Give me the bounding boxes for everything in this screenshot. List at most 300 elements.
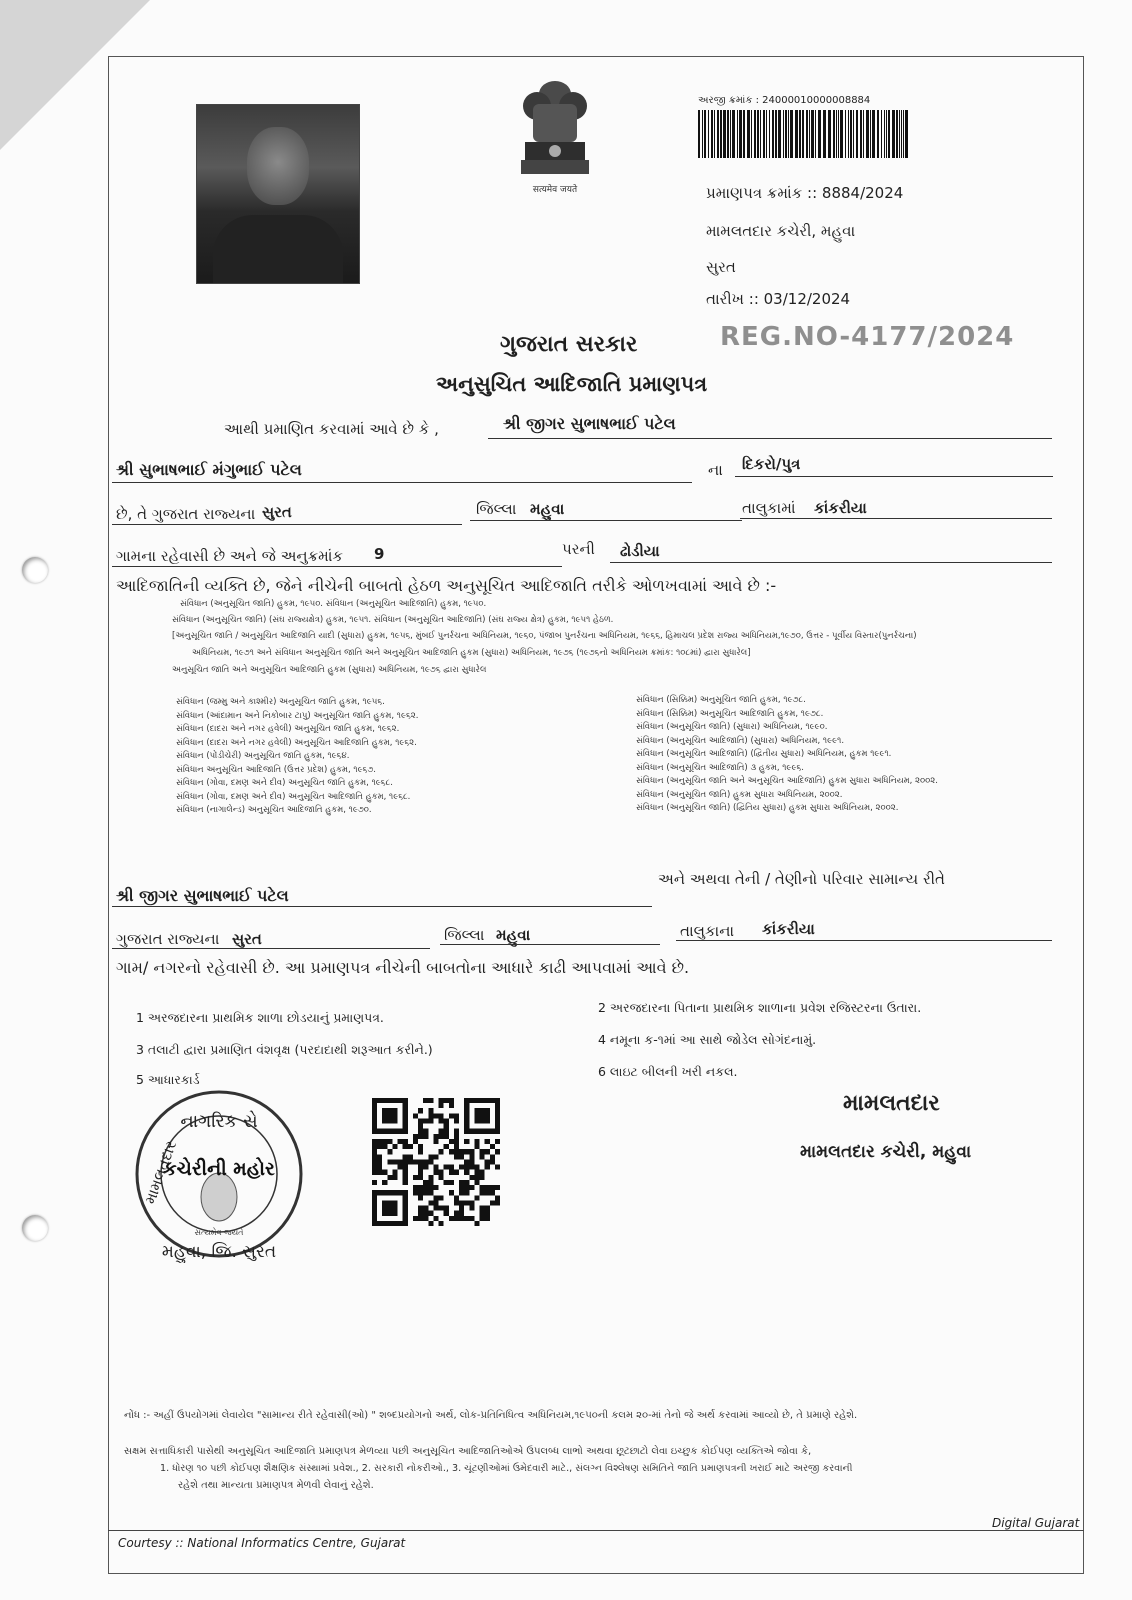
underline bbox=[112, 906, 652, 907]
seal-center-text: કચેરીની મહોર bbox=[163, 1158, 275, 1180]
relation: દિકરો/પુત્ર bbox=[742, 455, 801, 473]
qr-module bbox=[372, 1159, 377, 1164]
barcode-bar bbox=[766, 110, 767, 158]
qr-module bbox=[418, 1134, 423, 1139]
barcode-bar bbox=[727, 110, 729, 158]
qr-module bbox=[444, 1134, 449, 1139]
qr-module bbox=[398, 1139, 403, 1144]
qr-module bbox=[485, 1139, 490, 1144]
qr-module bbox=[439, 1103, 444, 1108]
qr-module bbox=[423, 1190, 428, 1195]
barcode-bar bbox=[828, 110, 831, 158]
barcode-bar bbox=[802, 110, 804, 158]
barcode-bar bbox=[754, 110, 756, 158]
qr-module bbox=[382, 1190, 387, 1195]
orders-right-column bbox=[636, 694, 938, 816]
talukana-text: તાલુકાના bbox=[680, 922, 735, 940]
barcode-bar bbox=[833, 110, 835, 158]
qr-module bbox=[428, 1180, 433, 1185]
qr-module bbox=[449, 1103, 454, 1108]
barcode-bar bbox=[723, 110, 726, 158]
barcode-bar bbox=[877, 110, 879, 158]
qr-module bbox=[403, 1211, 408, 1216]
qr-module bbox=[439, 1175, 444, 1180]
qr-module bbox=[418, 1185, 423, 1190]
qr-module bbox=[423, 1098, 428, 1103]
qr-module bbox=[398, 1098, 403, 1103]
issuing-district: સુરત bbox=[706, 258, 736, 276]
qr-module bbox=[413, 1134, 418, 1139]
qr-module bbox=[372, 1149, 377, 1154]
qr-module bbox=[428, 1185, 433, 1190]
qr-module bbox=[418, 1211, 423, 1216]
state-text-2: ગુજરાત રાજ્યના bbox=[116, 930, 220, 948]
document-item-5: 5 આધારકાર્ડ bbox=[136, 1072, 200, 1087]
qr-module bbox=[490, 1154, 495, 1159]
qr-module bbox=[459, 1185, 464, 1190]
qr-module bbox=[423, 1165, 428, 1170]
qr-module bbox=[372, 1211, 377, 1216]
footnote-2: સક્ષમ સત્તાધિકારી પાસેથી અનુસૂચિત આદિજાતિ પ્રમાણપત્ર મેળવ્યા પછી અનુસૂચિત આદિજાતિઓએ ઉપલબ્ધ લાભો અથવા છૂટછાટો લેવા ઇચ્છુક કોઈપણ વ્યક્તિએ જોવા કે, bbox=[124, 1446, 812, 1457]
qr-module bbox=[413, 1175, 418, 1180]
qr-module bbox=[454, 1154, 459, 1159]
order-left-item: સંવિધાન (ગોવા, દમણ અને દીવ) અનુસૂચિત જાતિ હુકમ, ૧૯૬૮. bbox=[176, 778, 393, 788]
qr-module bbox=[428, 1118, 433, 1123]
order-right-item: સંવિધાન (અનુસૂચિત જાતિ) હુકમ સુધારા અધિનિયમ, ૨૦૦૨. bbox=[636, 789, 843, 800]
qr-module bbox=[398, 1159, 403, 1164]
signatory-office: મામલતદાર કચેરી, મહુવા bbox=[800, 1142, 972, 1162]
qr-module bbox=[382, 1200, 387, 1205]
barcode-bar bbox=[760, 110, 761, 158]
qr-module bbox=[418, 1144, 423, 1149]
qr-module bbox=[480, 1154, 485, 1159]
qr-module bbox=[474, 1098, 479, 1103]
order-left-item: સંવિધાન (ગોવા, દમણ અને દીવ) અનુસૂચિત આદિજાતિ હુકમ, ૧૯૬૮. bbox=[176, 791, 411, 802]
qr-module bbox=[444, 1165, 449, 1170]
national-emblem-icon bbox=[515, 76, 595, 181]
qr-module bbox=[439, 1134, 444, 1139]
qr-module bbox=[372, 1129, 377, 1134]
qr-module bbox=[382, 1221, 387, 1226]
qr-module bbox=[490, 1129, 495, 1134]
qr-module bbox=[449, 1190, 454, 1195]
qr-module bbox=[474, 1113, 479, 1118]
basis-text: ગામ/ નગરનો રહેવાસી છે. આ પ્રમાણપત્ર નીચેની બાબતોના આધારે કાઢી આપવામાં આવે છે. bbox=[116, 958, 690, 977]
order-line-top-4: અધિનિયમ, ૧૯૭૧ અને સંવિધાન અનુસૂચિત જાતિ અને અનુસૂચિત આદિજાતિ હુકમ (સુધારા) અધિનિયમ, ૧૯૭૬ (૧૯૭૬નો અધિનિયમ ક્રમાંક: ૧૦૮માં) દ્વારા સુધારેલ] bbox=[192, 648, 751, 658]
qr-module bbox=[480, 1211, 485, 1216]
qr-module bbox=[382, 1144, 387, 1149]
qr-module bbox=[454, 1139, 459, 1144]
barcode-bar bbox=[790, 110, 793, 158]
qr-module bbox=[372, 1103, 377, 1108]
qr-module bbox=[469, 1165, 474, 1170]
qr-module bbox=[495, 1195, 500, 1200]
barcode-icon bbox=[698, 110, 910, 158]
qr-module bbox=[485, 1211, 490, 1216]
qr-module bbox=[372, 1098, 377, 1103]
qr-module bbox=[464, 1185, 469, 1190]
barcode-bar bbox=[860, 110, 862, 158]
qr-module bbox=[474, 1221, 479, 1226]
qr-module bbox=[474, 1129, 479, 1134]
application-number: અરજી ક્રમાંક : 24000010000008884 bbox=[698, 95, 871, 106]
qr-module bbox=[464, 1113, 469, 1118]
barcode-bar bbox=[881, 110, 882, 158]
qr-module bbox=[444, 1206, 449, 1211]
qr-module bbox=[408, 1144, 413, 1149]
qr-module bbox=[495, 1129, 500, 1134]
qr-module bbox=[372, 1206, 377, 1211]
qr-module bbox=[418, 1216, 423, 1221]
barcode-bar bbox=[806, 110, 808, 158]
qr-module bbox=[454, 1170, 459, 1175]
qr-module bbox=[480, 1118, 485, 1123]
underline bbox=[440, 944, 660, 945]
qr-module bbox=[474, 1118, 479, 1123]
barcode-bar bbox=[872, 110, 875, 158]
barcode-bar bbox=[815, 110, 816, 158]
qr-module bbox=[444, 1129, 449, 1134]
qr-module bbox=[480, 1108, 485, 1113]
qr-module bbox=[485, 1190, 490, 1195]
underline bbox=[470, 520, 742, 521]
barcode-bar bbox=[788, 110, 789, 158]
qr-module bbox=[392, 1098, 397, 1103]
jilla-text: જિલ્લા bbox=[476, 500, 517, 518]
barcode-bar bbox=[884, 110, 885, 158]
punch-hole-top bbox=[22, 557, 48, 583]
qr-module bbox=[495, 1103, 500, 1108]
qr-module bbox=[480, 1170, 485, 1175]
qr-module bbox=[418, 1175, 423, 1180]
qr-module bbox=[495, 1149, 500, 1154]
order-left-item: સંવિધાન (પોંડીચેરી) અનુસૂચિત જાતિ હુકમ, ૧૯૬૪. bbox=[176, 751, 350, 761]
qr-module bbox=[439, 1118, 444, 1123]
barcode-bar bbox=[769, 110, 770, 158]
qr-module bbox=[387, 1200, 392, 1205]
barcode-bar bbox=[892, 110, 895, 158]
order-right-item: સંવિધાન (અનુસૂચિત જાતિ) (દ્વિતિય સુધારા) હુકમ સુધારા અધિનિયમ, ૨૦૦૨. bbox=[636, 803, 899, 813]
underline bbox=[610, 562, 1052, 563]
photo-face bbox=[247, 127, 309, 205]
qr-module bbox=[464, 1159, 469, 1164]
qr-module bbox=[387, 1129, 392, 1134]
qr-module bbox=[418, 1195, 423, 1200]
photo-body bbox=[213, 215, 343, 284]
state-district-2: સુરત bbox=[232, 930, 262, 948]
qr-module bbox=[403, 1165, 408, 1170]
qr-module bbox=[485, 1118, 490, 1123]
qr-module bbox=[464, 1200, 469, 1205]
qr-module bbox=[469, 1200, 474, 1205]
qr-module bbox=[495, 1185, 500, 1190]
qr-module bbox=[377, 1139, 382, 1144]
qr-module bbox=[403, 1195, 408, 1200]
qr-module bbox=[485, 1185, 490, 1190]
barcode-bar bbox=[743, 110, 745, 158]
footnote-4: રહેશે તથા માન્યતા પ્રમાણપત્ર મેળવી લેવાનું રહેશે. bbox=[178, 1480, 374, 1491]
qr-module bbox=[377, 1144, 382, 1149]
qr-module bbox=[387, 1149, 392, 1154]
barcode-bar bbox=[901, 110, 902, 158]
barcode-bar bbox=[714, 110, 715, 158]
qr-module bbox=[403, 1180, 408, 1185]
qr-module bbox=[449, 1180, 454, 1185]
qr-module bbox=[403, 1144, 408, 1149]
order-left-item: સંવિધાન (નાગાલેન્ડ) અનુસૂચિત આદિજાતિ હુકમ, ૧૯૭૦. bbox=[176, 805, 372, 815]
barcode-bar bbox=[903, 110, 904, 158]
qr-module bbox=[485, 1098, 490, 1103]
barcode-bar bbox=[848, 110, 849, 158]
qr-module bbox=[464, 1129, 469, 1134]
qr-module bbox=[464, 1165, 469, 1170]
qr-module bbox=[459, 1190, 464, 1195]
qr-module bbox=[428, 1159, 433, 1164]
qr-module bbox=[474, 1180, 479, 1185]
qr-module bbox=[382, 1206, 387, 1211]
barcode-bar bbox=[747, 110, 750, 158]
qr-module bbox=[387, 1098, 392, 1103]
qr-module bbox=[372, 1108, 377, 1113]
barcode-bar bbox=[870, 110, 871, 158]
qr-module bbox=[372, 1170, 377, 1175]
qr-module bbox=[485, 1113, 490, 1118]
qr-module bbox=[480, 1190, 485, 1195]
order-right-item: સંવિધાન (અનુસૂચિત આદિજાતિ) ૩ હુકમ, ૧૯૯૬. bbox=[636, 762, 804, 773]
qr-module bbox=[485, 1159, 490, 1164]
qr-module bbox=[392, 1159, 397, 1164]
qr-module bbox=[403, 1221, 408, 1226]
office-seal-icon bbox=[130, 1085, 308, 1263]
qr-module bbox=[377, 1221, 382, 1226]
barcode-bar bbox=[737, 110, 738, 158]
qr-module bbox=[403, 1139, 408, 1144]
certify-text: આથી પ્રમાણિત કરવામાં આવે છે કે , bbox=[224, 420, 439, 438]
qr-module bbox=[485, 1216, 490, 1221]
qr-module bbox=[372, 1221, 377, 1226]
document-item-6: 6 લાઇટ બીલની ખરી નકલ. bbox=[598, 1064, 738, 1079]
order-right-item: સંવિધાન (અનુસૂચિત જાતિ અને અનુસૂચિત આદિજાતિ) હુકમ સુધારા અધિનિયમ, ૨૦૦૨. bbox=[636, 776, 938, 786]
qr-module bbox=[372, 1180, 377, 1185]
courtesy-text: Courtesy :: National Informatics Centre, Gujarat bbox=[118, 1536, 406, 1550]
barcode-bar bbox=[853, 110, 854, 158]
order-line-top-5: અનુસૂચિત જાતિ અને અનુસૂચિત આદિજાતિ હુકમ (સુધારા) અધિનિયમ, ૧૯૭૬ દ્વારા સુધારેલ bbox=[172, 665, 487, 675]
qr-module bbox=[403, 1124, 408, 1129]
qr-module bbox=[490, 1190, 495, 1195]
qr-module bbox=[387, 1108, 392, 1113]
qr-code-icon bbox=[372, 1098, 500, 1226]
qr-module bbox=[433, 1139, 438, 1144]
signature: મામલતદાર bbox=[843, 1090, 940, 1116]
qr-module bbox=[403, 1113, 408, 1118]
qr-module bbox=[444, 1098, 449, 1103]
serial-number: 9 bbox=[374, 545, 385, 563]
talukama-text: તાલુકામાં bbox=[742, 499, 796, 517]
jilla-text-2: જિલ્લા bbox=[444, 926, 485, 944]
qr-module bbox=[387, 1118, 392, 1123]
qr-module bbox=[495, 1124, 500, 1129]
tribe-name: ઢોડીયા bbox=[620, 542, 660, 560]
qr-module bbox=[387, 1221, 392, 1226]
qr-module bbox=[392, 1108, 397, 1113]
barcode-bar bbox=[823, 110, 826, 158]
seal-bottom-text: મહુવા, જિ. સુરત bbox=[161, 1242, 277, 1262]
qr-module bbox=[495, 1113, 500, 1118]
digital-gujarat-text: Digital Gujarat bbox=[992, 1516, 1080, 1530]
barcode-bar bbox=[840, 110, 843, 158]
qr-module bbox=[377, 1165, 382, 1170]
qr-module bbox=[398, 1221, 403, 1226]
qr-module bbox=[444, 1118, 449, 1123]
qr-module bbox=[474, 1170, 479, 1175]
qr-module bbox=[403, 1129, 408, 1134]
qr-module bbox=[403, 1098, 408, 1103]
qr-module bbox=[372, 1124, 377, 1129]
qr-module bbox=[382, 1108, 387, 1113]
barcode-bar bbox=[702, 110, 703, 158]
qr-module bbox=[377, 1129, 382, 1134]
qr-module bbox=[480, 1206, 485, 1211]
qr-module bbox=[490, 1200, 495, 1205]
qr-module bbox=[439, 1113, 444, 1118]
qr-module bbox=[392, 1170, 397, 1175]
recognition-text: આદિજાતિની વ્યક્તિ છે, જેને નીચેની બાબતો હેઠળ અનુસૂચિત આદિજાતિ તરીકે ઓળખવામાં આવે છે :- bbox=[116, 576, 777, 595]
qr-module bbox=[413, 1216, 418, 1221]
qr-module bbox=[403, 1154, 408, 1159]
qr-module bbox=[464, 1170, 469, 1175]
qr-module bbox=[464, 1180, 469, 1185]
qr-module bbox=[449, 1165, 454, 1170]
qr-module bbox=[480, 1129, 485, 1134]
qr-module bbox=[413, 1113, 418, 1118]
qr-module bbox=[387, 1211, 392, 1216]
qr-module bbox=[428, 1098, 433, 1103]
qr-module bbox=[382, 1098, 387, 1103]
qr-module bbox=[387, 1190, 392, 1195]
barcode-bar bbox=[863, 110, 864, 158]
qr-module bbox=[480, 1098, 485, 1103]
footer-rule bbox=[108, 1530, 1084, 1531]
qr-module bbox=[392, 1144, 397, 1149]
qr-module bbox=[490, 1185, 495, 1190]
order-right-item: સંવિધાન (અનુસૂચિત જાતિ) (સુધારા) અધિનિયમ, ૧૯૯૦. bbox=[636, 722, 828, 732]
qr-module bbox=[398, 1129, 403, 1134]
qr-module bbox=[495, 1098, 500, 1103]
qr-module bbox=[444, 1124, 449, 1129]
qr-module bbox=[474, 1139, 479, 1144]
barcode-bar bbox=[720, 110, 722, 158]
qr-module bbox=[490, 1159, 495, 1164]
qr-module bbox=[449, 1170, 454, 1175]
qr-module bbox=[433, 1170, 438, 1175]
qr-module bbox=[454, 1200, 459, 1205]
qr-module bbox=[423, 1159, 428, 1164]
barcode-bar bbox=[711, 110, 713, 158]
barcode-bar bbox=[899, 110, 900, 158]
qr-module bbox=[392, 1206, 397, 1211]
qr-module bbox=[433, 1165, 438, 1170]
qr-module bbox=[372, 1165, 377, 1170]
qr-module bbox=[459, 1206, 464, 1211]
qr-module bbox=[413, 1159, 418, 1164]
qr-module bbox=[413, 1185, 418, 1190]
qr-module bbox=[418, 1108, 423, 1113]
qr-module bbox=[403, 1175, 408, 1180]
qr-module bbox=[377, 1098, 382, 1103]
qr-module bbox=[418, 1190, 423, 1195]
qr-module bbox=[469, 1185, 474, 1190]
barcode-bar bbox=[836, 110, 837, 158]
barcode-bar bbox=[818, 110, 821, 158]
qr-module bbox=[413, 1190, 418, 1195]
barcode-bar bbox=[775, 110, 777, 158]
qr-module bbox=[495, 1165, 500, 1170]
qr-module bbox=[464, 1149, 469, 1154]
barcode-bar bbox=[698, 110, 700, 158]
father-name: શ્રી સુભાષભાઈ મંગુભાઈ પટેલ bbox=[116, 460, 302, 479]
qr-module bbox=[403, 1206, 408, 1211]
qr-module bbox=[372, 1154, 377, 1159]
qr-module bbox=[372, 1216, 377, 1221]
village-name-2: કાંકરીયા bbox=[762, 920, 815, 938]
qr-module bbox=[464, 1103, 469, 1108]
barcode-bar bbox=[751, 110, 752, 158]
qr-module bbox=[469, 1149, 474, 1154]
qr-module bbox=[423, 1134, 428, 1139]
qr-module bbox=[423, 1185, 428, 1190]
qr-module bbox=[449, 1113, 454, 1118]
barcode-bar bbox=[717, 110, 719, 158]
qr-module bbox=[464, 1190, 469, 1195]
qr-module bbox=[387, 1175, 392, 1180]
document-item-1: 1 અરજદારના પ્રાથમિક શાળા છોડયાનું પ્રમાણપત્ર. bbox=[136, 1010, 384, 1025]
qr-module bbox=[454, 1195, 459, 1200]
underline bbox=[735, 476, 1053, 477]
qr-module bbox=[474, 1144, 479, 1149]
qr-module bbox=[403, 1103, 408, 1108]
barcode-bar bbox=[739, 110, 742, 158]
qr-module bbox=[485, 1129, 490, 1134]
qr-module bbox=[387, 1113, 392, 1118]
qr-module bbox=[495, 1118, 500, 1123]
qr-module bbox=[433, 1206, 438, 1211]
qr-module bbox=[403, 1108, 408, 1113]
qr-module bbox=[418, 1124, 423, 1129]
qr-module bbox=[428, 1200, 433, 1205]
qr-module bbox=[480, 1149, 485, 1154]
issue-date: તારીખ :: 03/12/2024 bbox=[706, 290, 851, 308]
qr-module bbox=[433, 1154, 438, 1159]
order-right-item: સંવિધાન (અનુસૂચિત આદિજાતિ) (સુધારા) અધિનિયમ, ૧૯૯૧. bbox=[636, 735, 845, 746]
qr-module bbox=[418, 1149, 423, 1154]
qr-module bbox=[439, 1149, 444, 1154]
document-item-2: 2 અરજદારના પિતાના પ્રાથમિક શાળાના પ્રવેશ રજિસ્ટરના ઉતારા. bbox=[598, 1000, 922, 1015]
qr-module bbox=[418, 1129, 423, 1134]
order-left-item: સંવિધાન (દાદરા અને નગર હવેલી) અનુસૂચિત જાતિ હુકમ, ૧૯૬૨. bbox=[176, 724, 400, 734]
qr-module bbox=[387, 1159, 392, 1164]
qr-module bbox=[398, 1165, 403, 1170]
issuing-office: મામલતદાર કચેરી, મહુવા bbox=[706, 222, 856, 240]
qr-module bbox=[418, 1118, 423, 1123]
underline bbox=[112, 524, 462, 525]
qr-module bbox=[495, 1200, 500, 1205]
qr-module bbox=[377, 1159, 382, 1164]
order-left-item: સંવિધાન (આંદામાન અને નિકોબાર ટાપુ) અનુસૂચિત જાતિ હુકમ, ૧૯૬૨. bbox=[176, 710, 419, 721]
qr-module bbox=[423, 1206, 428, 1211]
qr-module bbox=[423, 1118, 428, 1123]
barcode-bar bbox=[708, 110, 709, 158]
qr-module bbox=[377, 1154, 382, 1159]
